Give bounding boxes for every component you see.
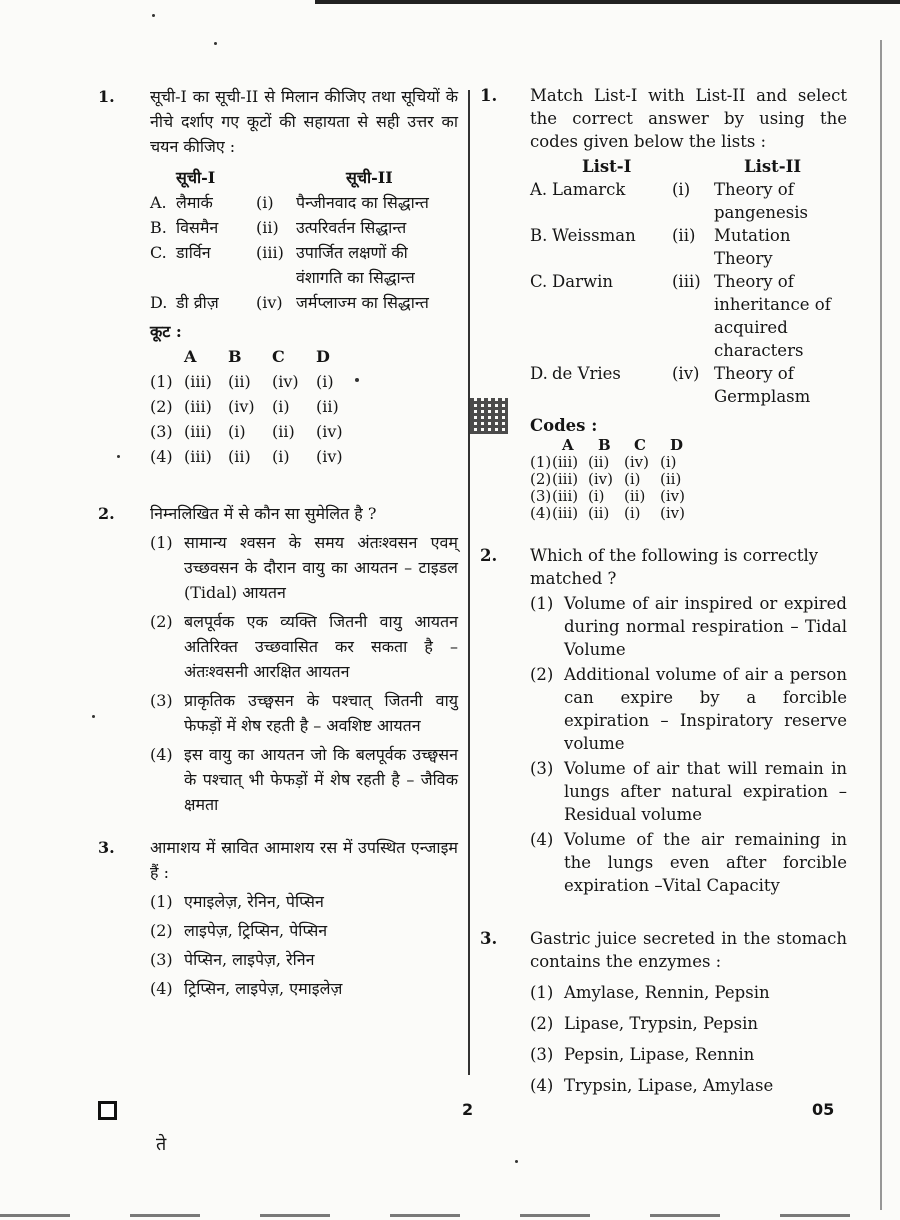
answer-option bbox=[530, 592, 847, 661]
code-head: B bbox=[228, 347, 242, 366]
code-cell: (iv) bbox=[624, 453, 649, 471]
question-2-english bbox=[482, 544, 847, 897]
list-key: A. bbox=[150, 193, 167, 212]
list-numeral: (iii) bbox=[256, 243, 284, 262]
option-number: (1) bbox=[530, 594, 554, 613]
list-1-header: सूची-I bbox=[176, 168, 216, 187]
hindi-column bbox=[98, 84, 458, 1001]
option-text: सामान्य श्वसन के समय अंतःश्वसन एवम् उच्छवसन के दौरान वायु का आयतन – टाइडल (Tidal) आयतन bbox=[184, 533, 458, 602]
answer-option bbox=[530, 981, 847, 1004]
code-cell: (iii) bbox=[184, 447, 212, 466]
option-text: Additional volume of air a person can expire by a forcible expiration – Inspiratory reserve volume bbox=[564, 665, 847, 753]
question-stem: सूची-I का सूची-II से मिलान कीजिए तथा सूचियों के नीचे दर्शाए गए कूटों की सहायता से सही उत्तर का चयन कीजिए : bbox=[150, 87, 458, 156]
answer-option bbox=[150, 530, 458, 605]
answer-option bbox=[530, 757, 847, 826]
codes-label: कूट : bbox=[150, 322, 182, 341]
code-option-number: (2) bbox=[530, 470, 552, 488]
code-cell: (iv) bbox=[660, 487, 685, 505]
option-text: ट्रिप्सिन, लाइपेज़, एमाइलेज़ bbox=[184, 979, 343, 998]
corner-mark: ते bbox=[156, 1134, 167, 1155]
question-number: 3. bbox=[98, 838, 115, 857]
list-2-header: List-II bbox=[744, 157, 802, 176]
question-3-hindi bbox=[98, 835, 458, 1001]
question-number: 1. bbox=[98, 87, 115, 106]
option-number: (2) bbox=[150, 921, 173, 940]
answer-option bbox=[150, 947, 458, 972]
list-match: Theory of Germplasm bbox=[714, 364, 811, 406]
code-head: A bbox=[562, 436, 574, 454]
option-text: Trypsin, Lipase, Amylase bbox=[564, 1076, 774, 1095]
list-numeral: (ii) bbox=[256, 218, 279, 237]
english-column bbox=[482, 84, 847, 1097]
codes-label: Codes : bbox=[530, 416, 598, 435]
code-cell: (ii) bbox=[588, 504, 610, 522]
code-cell: (i) bbox=[624, 470, 641, 488]
question-stem: Match List-I with List-II and select the correct answer by using the codes given below the lists : bbox=[530, 86, 847, 151]
answer-option bbox=[530, 663, 847, 755]
list-key: C. bbox=[530, 272, 548, 291]
answer-option bbox=[530, 1012, 847, 1035]
list-numeral: (i) bbox=[672, 180, 691, 199]
code-cell: (ii) bbox=[228, 372, 251, 391]
code-cell: (iv) bbox=[588, 470, 613, 488]
option-number: (2) bbox=[530, 1014, 554, 1033]
answer-option bbox=[150, 918, 458, 943]
question-1-english bbox=[482, 84, 847, 522]
option-number: (4) bbox=[530, 1076, 554, 1095]
question-number: 2. bbox=[480, 546, 498, 565]
code-cell: (iii) bbox=[552, 453, 579, 471]
code-head: D bbox=[670, 436, 684, 454]
code-option-number: (1) bbox=[530, 453, 552, 471]
list-item: लैमार्क bbox=[176, 193, 213, 212]
question-stem: Gastric juice secreted in the stomach contains the enzymes : bbox=[530, 929, 847, 971]
bottom-scan-edge bbox=[0, 1214, 900, 1217]
option-number: (2) bbox=[150, 612, 173, 631]
option-number: (4) bbox=[150, 745, 173, 764]
code-cell: (iv) bbox=[228, 397, 255, 416]
column-divider bbox=[468, 90, 470, 1075]
list-item: डार्विन bbox=[176, 243, 211, 262]
question-number: 3. bbox=[480, 929, 498, 948]
list-match: Theory of inheritance of acquired characters bbox=[714, 272, 831, 360]
code-head: A bbox=[184, 347, 197, 366]
list-numeral: (i) bbox=[256, 193, 274, 212]
top-rule bbox=[315, 0, 900, 4]
code-cell: (i) bbox=[588, 487, 605, 505]
code-option-number: (4) bbox=[150, 447, 173, 466]
answer-option bbox=[150, 688, 458, 738]
option-number: (3) bbox=[150, 950, 173, 969]
code-option-number: (1) bbox=[150, 372, 173, 391]
question-number: 2. bbox=[98, 504, 115, 523]
code-option-number: (3) bbox=[150, 422, 173, 441]
code-cell: (i) bbox=[272, 397, 290, 416]
code-cell: (ii) bbox=[624, 487, 646, 505]
match-list bbox=[530, 155, 847, 408]
option-text: Amylase, Rennin, Pepsin bbox=[564, 983, 770, 1002]
list-key: D. bbox=[150, 293, 168, 312]
code-cell: (i) bbox=[624, 504, 641, 522]
code-cell: (i) bbox=[272, 447, 290, 466]
option-text: Volume of the air remaining in the lungs even after forcible expiration –Vital Capacity bbox=[564, 830, 847, 895]
option-text: एमाइलेज़, रेनिन, पेप्सिन bbox=[184, 892, 324, 911]
question-stem: Which of the following is correctly matched ? bbox=[530, 546, 819, 588]
option-number: (3) bbox=[150, 691, 173, 710]
list-key: B. bbox=[150, 218, 167, 237]
code-cell: (ii) bbox=[588, 453, 610, 471]
right-page-edge bbox=[880, 40, 882, 1210]
code-cell: (i) bbox=[660, 453, 677, 471]
option-number: (1) bbox=[150, 892, 173, 911]
answer-option bbox=[150, 609, 458, 684]
option-text: प्राकृतिक उच्छ्वसन के पश्चात् जितनी वायु फेफड़ों में शेष रहती है – अवशिष्ट आयतन bbox=[184, 691, 458, 735]
question-1-hindi bbox=[98, 84, 458, 469]
match-list bbox=[150, 165, 458, 315]
question-stem: आमाशय में स्रावित आमाशय रस में उपस्थित एन्जाइम हैं : bbox=[150, 838, 458, 882]
list-key: D. bbox=[530, 364, 548, 383]
question-3-english bbox=[482, 927, 847, 1097]
list-item: Weissman bbox=[552, 226, 636, 245]
list-2-header: सूची-II bbox=[346, 168, 393, 187]
code-head: C bbox=[634, 436, 646, 454]
answer-option bbox=[530, 828, 847, 897]
option-text: Volume of air inspired or expired during normal respiration – Tidal Volume bbox=[564, 594, 847, 659]
scan-speck bbox=[515, 1160, 518, 1163]
list-item: डी व्रीज़ bbox=[176, 293, 219, 312]
scan-speck bbox=[214, 42, 217, 45]
option-number: (4) bbox=[150, 979, 173, 998]
option-text: Lipase, Trypsin, Pepsin bbox=[564, 1014, 759, 1033]
list-numeral: (iv) bbox=[672, 364, 700, 383]
codes-table bbox=[150, 344, 458, 469]
code-cell: (ii) bbox=[272, 422, 295, 441]
code-option-number: (2) bbox=[150, 397, 173, 416]
option-number: (1) bbox=[530, 983, 554, 1002]
option-text: इस वायु का आयतन जो कि बलपूर्वक उच्छ्वसन के पश्चात् भी फेफड़ों में शेष रहती है – जैविक क्षमता bbox=[184, 745, 458, 814]
list-match: Theory of pangenesis bbox=[714, 180, 808, 222]
code-cell: (iii) bbox=[552, 504, 579, 522]
code-cell: (i) bbox=[228, 422, 246, 441]
code-head: D bbox=[316, 347, 330, 366]
option-number: (3) bbox=[530, 759, 554, 778]
scan-speck bbox=[152, 14, 155, 17]
codes-table bbox=[530, 437, 847, 522]
list-match: उत्परिवर्तन सिद्धान्त bbox=[296, 218, 407, 237]
option-text: Pepsin, Lipase, Rennin bbox=[564, 1045, 755, 1064]
code-cell: (iv) bbox=[660, 504, 685, 522]
code-cell: (iv) bbox=[272, 372, 299, 391]
question-2-hindi bbox=[98, 501, 458, 817]
list-key: C. bbox=[150, 243, 167, 262]
list-numeral: (ii) bbox=[672, 226, 696, 245]
option-text: पेप्सिन, लाइपेज़, रेनिन bbox=[184, 950, 315, 969]
option-number: (2) bbox=[530, 665, 554, 684]
list-item: de Vries bbox=[552, 364, 621, 383]
option-number: (4) bbox=[530, 830, 554, 849]
list-numeral: (iv) bbox=[256, 293, 283, 312]
answer-option bbox=[530, 1074, 847, 1097]
code-cell: (iii) bbox=[552, 487, 579, 505]
code-cell: (ii) bbox=[660, 470, 682, 488]
list-item: Lamarck bbox=[552, 180, 626, 199]
option-number: (1) bbox=[150, 533, 173, 552]
code-cell: (iii) bbox=[184, 422, 212, 441]
question-stem: निम्नलिखित में से कौन सा सुमेलित है ? bbox=[150, 504, 377, 523]
code-cell: (iii) bbox=[184, 397, 212, 416]
question-number: 1. bbox=[480, 86, 498, 105]
option-text: बलपूर्वक एक व्यक्ति जितनी वायु आयतन अतिरिक्त उच्छवासित कर सकता है – अंतःश्वसनी आरक्षित आयतन bbox=[184, 612, 458, 681]
alignment-square-icon bbox=[98, 1101, 117, 1120]
answer-option bbox=[530, 1043, 847, 1066]
code-cell: (iv) bbox=[316, 447, 343, 466]
answer-option bbox=[150, 742, 458, 817]
list-key: A. bbox=[530, 180, 548, 199]
code-option-number: (4) bbox=[530, 504, 552, 522]
list-item: Darwin bbox=[552, 272, 613, 291]
list-key: B. bbox=[530, 226, 548, 245]
scan-speck bbox=[92, 715, 95, 718]
list-match: उपार्जित लक्षणों की वंशागति का सिद्धान्त bbox=[296, 243, 415, 287]
code-cell: (iii) bbox=[552, 470, 579, 488]
option-text: लाइपेज़, ट्रिप्सिन, पेप्सिन bbox=[184, 921, 328, 940]
code-option-number: (3) bbox=[530, 487, 552, 505]
list-item: विसमैन bbox=[176, 218, 219, 237]
list-match: जर्मप्लाज्म का सिद्धान्त bbox=[296, 293, 429, 312]
page-number: 2 bbox=[462, 1100, 474, 1119]
code-head: C bbox=[272, 347, 285, 366]
code-head: B bbox=[598, 436, 611, 454]
list-1-header: List-I bbox=[582, 157, 632, 176]
code-cell: (i) bbox=[316, 372, 334, 391]
code-cell: (iv) bbox=[316, 422, 343, 441]
code-cell: (ii) bbox=[316, 397, 339, 416]
option-number: (3) bbox=[530, 1045, 554, 1064]
code-cell: (ii) bbox=[228, 447, 251, 466]
option-text: Volume of air that will remain in lungs after natural expiration – Residual volume bbox=[564, 759, 847, 824]
answer-option bbox=[150, 889, 458, 914]
list-match: Mutation Theory bbox=[714, 226, 791, 268]
answer-option bbox=[150, 976, 458, 1001]
booklet-code: 05 bbox=[812, 1100, 835, 1119]
list-match: पैन्जीनवाद का सिद्धान्त bbox=[296, 193, 429, 212]
code-cell: (iii) bbox=[184, 372, 212, 391]
list-numeral: (iii) bbox=[672, 272, 701, 291]
